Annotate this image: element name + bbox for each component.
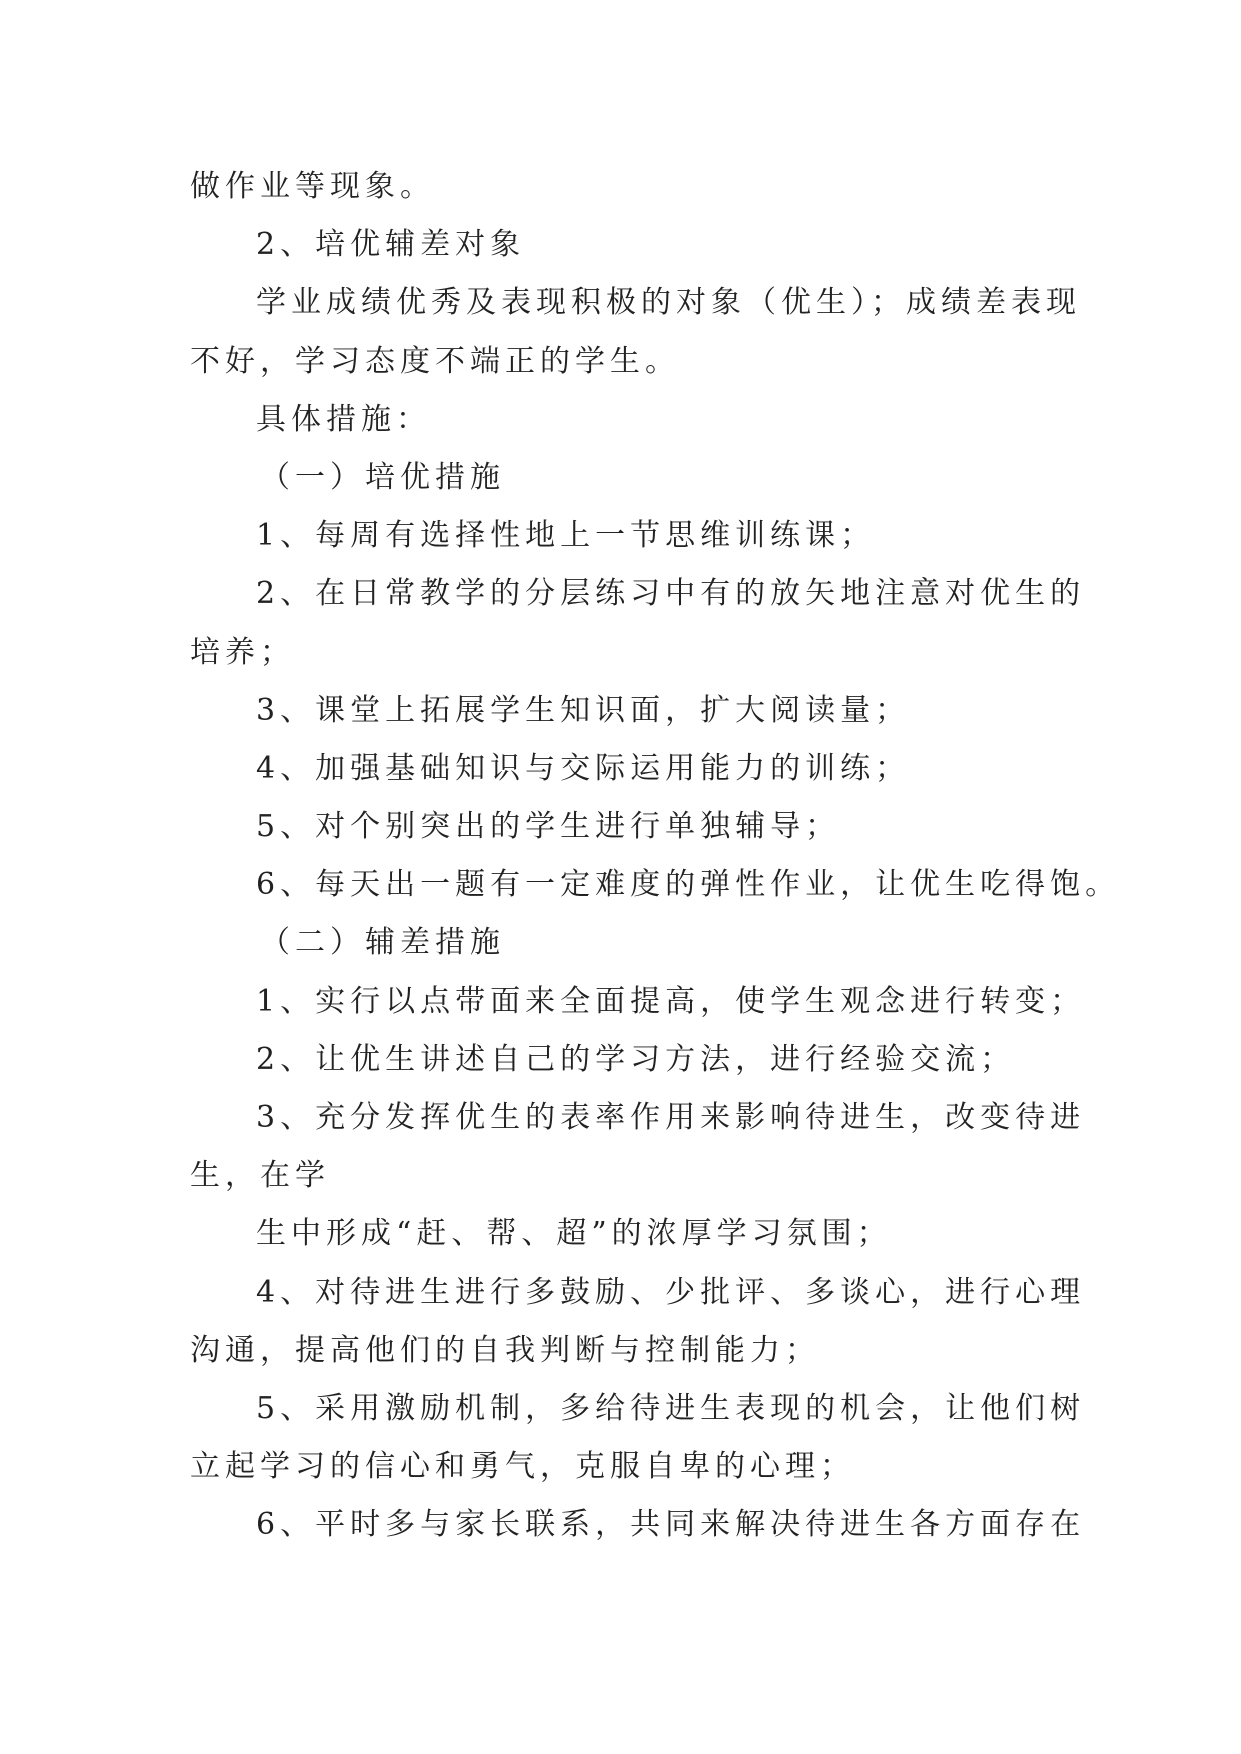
list-item: 5、对个别突出的学生进行单独辅导； [256, 809, 841, 845]
list-item: 6、每天出一题有一定难度的弹性作业，让优生吃得饱。 [256, 867, 1121, 903]
list-item: 4、对待进生进行多鼓励、少批评、多谈心，进行心理 [256, 1274, 1086, 1310]
text-line: 培养； [190, 634, 295, 670]
section-heading: 2、培优辅差对象 [256, 227, 526, 263]
list-item: 4、加强基础知识与交际运用能力的训练； [256, 750, 911, 786]
subsection-heading: （一）培优措施 [260, 459, 505, 495]
list-item: 3、课堂上拓展学生知识面，扩大阅读量； [256, 692, 911, 728]
list-item: 6、平时多与家长联系，共同来解决待进生各方面存在 [256, 1507, 1086, 1543]
subsection-heading: （二）辅差措施 [260, 925, 505, 961]
list-item: 5、采用激励机制，多给待进生表现的机会，让他们树 [256, 1390, 1086, 1426]
document-body [190, 158, 1121, 1555]
list-item: 1、每周有选择性地上一节思维训练课； [256, 518, 876, 554]
text-line: 学业成绩优秀及表现积极的对象（优生）；成绩差表现 [256, 285, 1081, 321]
text-line: 做作业等现象。 [190, 169, 435, 204]
list-item: 2、让优生讲述自己的学习方法，进行经验交流； [256, 1041, 1016, 1077]
list-item: 2、在日常教学的分层练习中有的放矢地注意对优生的 [256, 576, 1086, 612]
section-heading: 具体措施： [256, 401, 431, 437]
text-line: 生，在学 [190, 1158, 330, 1194]
text-line: 沟通，提高他们的自我判断与控制能力； [190, 1332, 820, 1368]
text-line: 生中形成“赶、帮、超”的浓厚学习氛围； [256, 1216, 892, 1252]
text-line: 立起学习的信心和勇气，克服自卑的心理； [190, 1449, 855, 1485]
text-line: 不好，学习态度不端正的学生。 [190, 343, 680, 379]
list-item: 3、充分发挥优生的表率作用来影响待进生，改变待进 [256, 1100, 1086, 1135]
list-item: 1、实行以点带面来全面提高，使学生观念进行转变； [256, 983, 1086, 1019]
